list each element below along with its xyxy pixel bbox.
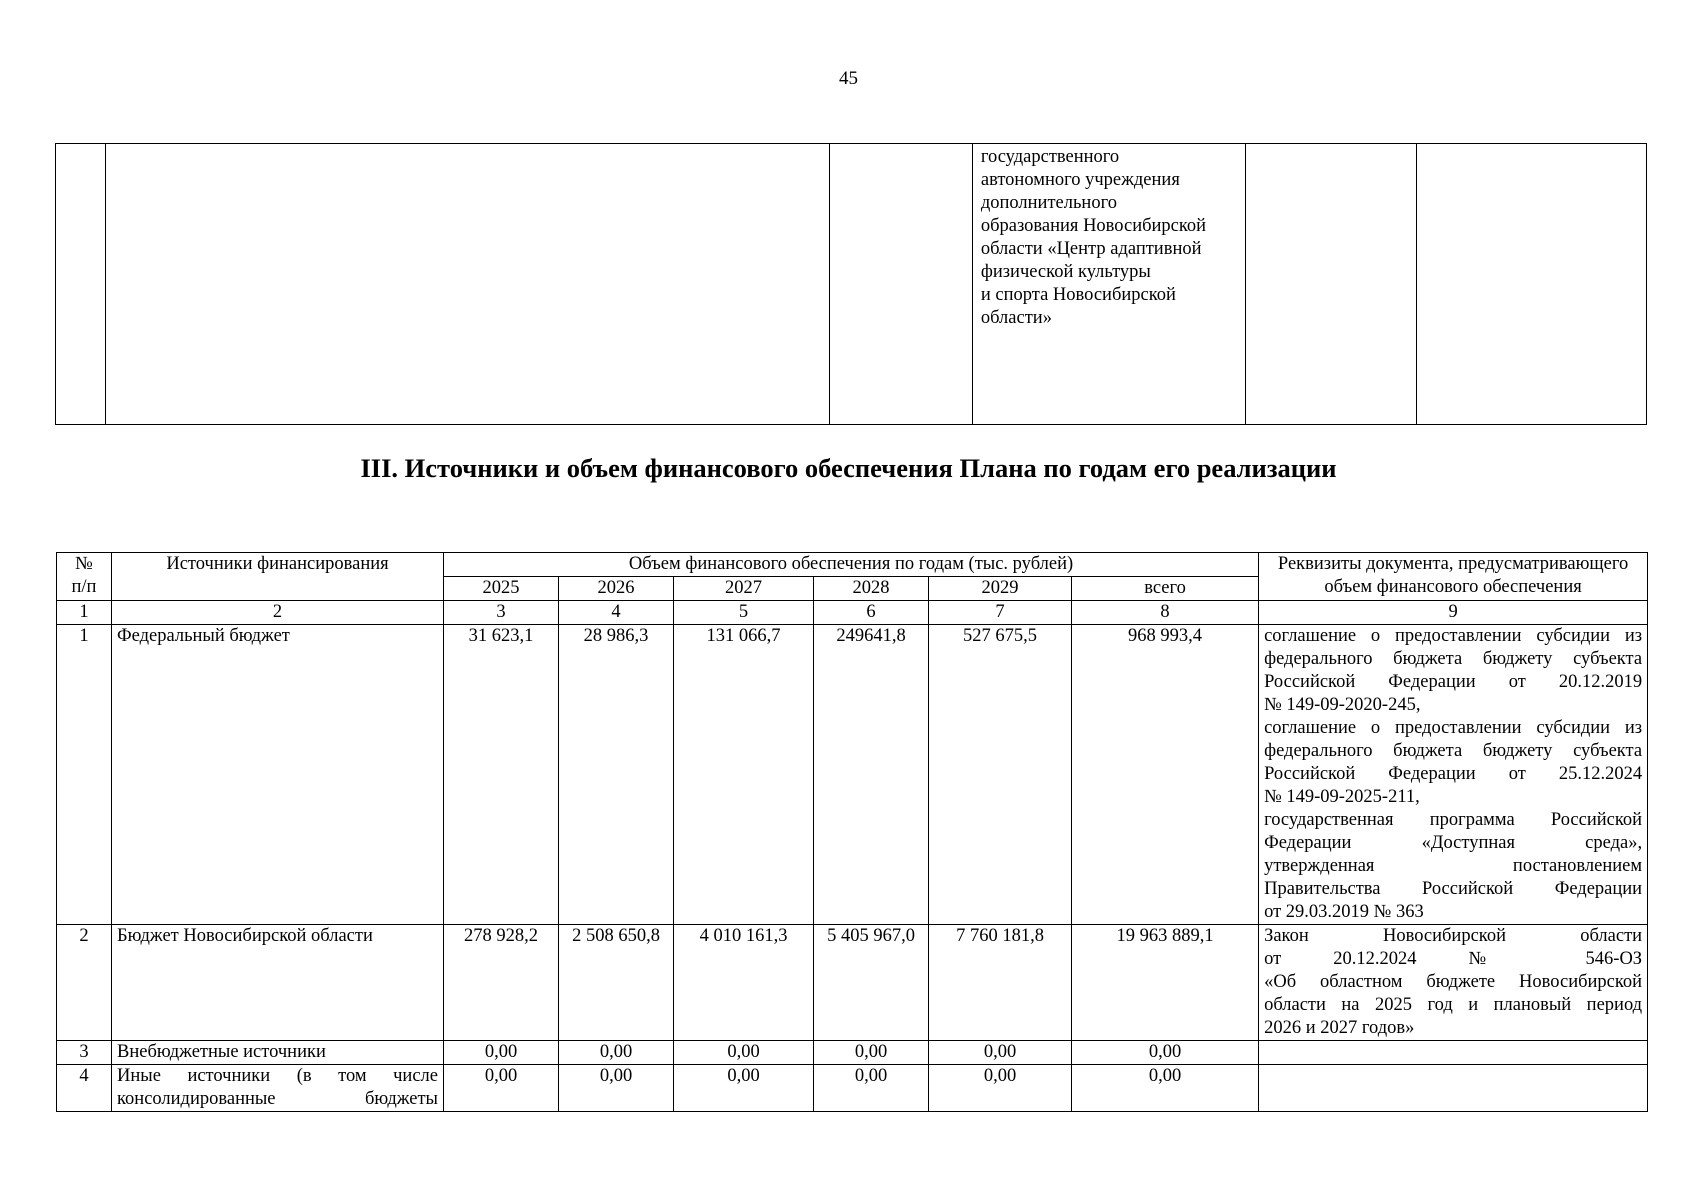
header-year: 2027 — [674, 577, 814, 601]
requisite-line: Российской Федерации от 20.12.2019 — [1264, 672, 1643, 692]
row-requisites — [1259, 1041, 1648, 1065]
row-requisites — [1259, 1065, 1648, 1112]
table-row — [56, 144, 1647, 425]
column-number: 6 — [814, 601, 929, 625]
row-value: 278 928,2 — [444, 925, 559, 1041]
row-value: 0,00 — [929, 1041, 1072, 1065]
header-row — [57, 553, 1648, 577]
requisite-line: 2026 и 2027 годов» — [1264, 1018, 1415, 1038]
row-value: 4 010 161,3 — [674, 925, 814, 1041]
header-num: № п/п — [57, 553, 112, 601]
requisite-line: «Об областном бюджете Новосибирской — [1264, 972, 1643, 992]
row-value: 31 623,1 — [444, 625, 559, 925]
table-row — [57, 1065, 1648, 1112]
row-value: 249641,8 — [814, 625, 929, 925]
row-source: Бюджет Новосибирской области — [112, 925, 444, 1041]
section-title: III. Источники и объем финансового обеспечения Плана по годам его реализации — [360, 453, 1337, 483]
column-number: 9 — [1259, 601, 1648, 625]
row-value: 0,00 — [814, 1041, 929, 1065]
row-value: 2 508 650,8 — [559, 925, 674, 1041]
row-value: 0,00 — [674, 1041, 814, 1065]
header-volume: Объем финансового обеспечения по годам (тыс. рублей) — [444, 553, 1259, 577]
requisite-line: соглашение о предоставлении субсидии из — [1264, 718, 1643, 738]
column-number: 4 — [559, 601, 674, 625]
row-value: 0,00 — [444, 1065, 559, 1112]
row-requisites — [1259, 925, 1648, 1041]
requisite-line: утвержденная постановлением — [1264, 856, 1643, 876]
requisite-line: Закон Новосибирской области — [1264, 926, 1643, 946]
row-value: 0,00 — [559, 1041, 674, 1065]
row-value: 0,00 — [814, 1065, 929, 1112]
header-requisites: Реквизиты документа, предусматривающего объем финансового обеспечения — [1259, 553, 1648, 601]
header-year: 2025 — [444, 577, 559, 601]
row-value: 527 675,5 — [929, 625, 1072, 925]
row-total: 19 963 889,1 — [1072, 925, 1259, 1041]
column-number: 3 — [444, 601, 559, 625]
row-total: 0,00 — [1072, 1065, 1259, 1112]
header-year: 2028 — [814, 577, 929, 601]
column-number: 2 — [112, 601, 444, 625]
row-total: 0,00 — [1072, 1041, 1259, 1065]
column-number: 8 — [1072, 601, 1259, 625]
requisite-line: от 20.12.2024 № 546-ОЗ — [1264, 949, 1643, 969]
requisite-line: Федерации «Доступная среда», — [1264, 833, 1643, 853]
row-value: 131 066,7 — [674, 625, 814, 925]
financing-table — [56, 552, 1648, 1112]
requisite-line: федерального бюджета бюджету субъекта — [1264, 741, 1643, 761]
row-value: 0,00 — [674, 1065, 814, 1112]
row-source: Иные источники (в том числе консолидированные бюджеты — [112, 1065, 444, 1112]
empty-cell — [56, 144, 106, 425]
header-year: 2029 — [929, 577, 1072, 601]
column-numbers-row — [57, 601, 1648, 625]
org-name-cell: государственного автономного учреждения дополнительного образования Новосибирской области «Центр адаптивной физической культуры и спорта Новосибирской области» — [972, 144, 1245, 425]
row-num: 1 — [57, 625, 112, 925]
row-num: 3 — [57, 1041, 112, 1065]
table-row — [57, 925, 1648, 1041]
requisite-line: государственная программа Российской — [1264, 810, 1643, 830]
column-number: 1 — [57, 601, 112, 625]
requisite-line: федерального бюджета бюджету субъекта — [1264, 649, 1643, 669]
row-value: 0,00 — [929, 1065, 1072, 1112]
row-value: 0,00 — [559, 1065, 674, 1112]
row-total: 968 993,4 — [1072, 625, 1259, 925]
requisite-line: № 149-09-2020-245, — [1264, 695, 1421, 715]
table-row — [57, 625, 1648, 925]
row-source: Внебюджетные источники — [112, 1041, 444, 1065]
continuation-table — [55, 143, 1647, 425]
column-number: 7 — [929, 601, 1072, 625]
requisite-line: Российской Федерации от 25.12.2024 — [1264, 764, 1643, 784]
requisite-line: от 29.03.2019 № 363 — [1264, 902, 1424, 922]
requisite-line: области на 2025 год и плановый период — [1264, 995, 1643, 1015]
row-value: 28 986,3 — [559, 625, 674, 925]
row-requisites — [1259, 625, 1648, 925]
row-source: Федеральный бюджет — [112, 625, 444, 925]
empty-cell — [1416, 144, 1646, 425]
empty-cell — [106, 144, 830, 425]
requisite-line: № 149-09-2025-211, — [1264, 787, 1420, 807]
header-source: Источники финансирования — [112, 553, 444, 601]
column-number: 5 — [674, 601, 814, 625]
header-year: 2026 — [559, 577, 674, 601]
requisite-line: соглашение о предоставлении субсидии из — [1264, 626, 1643, 646]
page-number: 45 — [839, 68, 858, 89]
empty-cell — [830, 144, 973, 425]
row-value: 0,00 — [444, 1041, 559, 1065]
requisite-line: Правительства Российской Федерации — [1264, 879, 1643, 899]
table-row — [57, 1041, 1648, 1065]
empty-cell — [1245, 144, 1416, 425]
header-total: всего — [1072, 577, 1259, 601]
row-num: 2 — [57, 925, 112, 1041]
row-value: 5 405 967,0 — [814, 925, 929, 1041]
row-value: 7 760 181,8 — [929, 925, 1072, 1041]
row-num: 4 — [57, 1065, 112, 1112]
